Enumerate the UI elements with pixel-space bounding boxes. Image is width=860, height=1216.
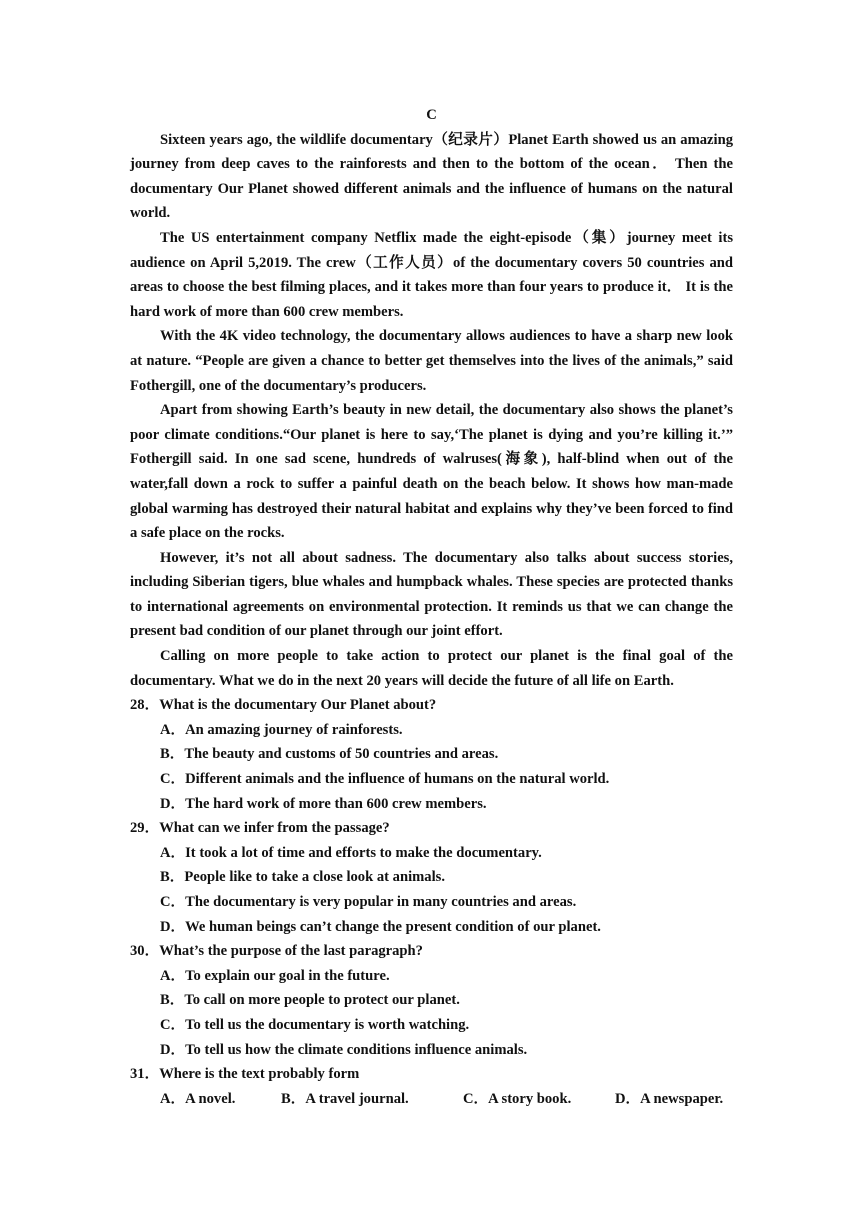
answer-option-b: B．The beauty and customs of 50 countries and areas.: [160, 746, 499, 763]
answer-option-c: C．To tell us the documentary is worth watching.: [160, 1016, 470, 1033]
question-stem: 28．What is the documentary Our Planet about?: [130, 697, 437, 714]
question-28: [130, 693, 733, 816]
answer-option-d: D．The hard work of more than 600 crew members.: [160, 795, 487, 812]
answer-option-d: D．To tell us how the climate conditions influence animals.: [160, 1041, 528, 1058]
passage-paragraph: The US entertainment company Netflix made the eight-episode（集）journey meet its audience on April 5,2019. The crew（工作人员）of the documentary covers 50 countries and areas to choose the best filming places, and it takes more than four years to produce it． It is the hard work of more than 600 crew members.: [130, 229, 733, 320]
passage: [130, 128, 733, 694]
question-30: [130, 939, 733, 1062]
passage-paragraph: Sixteen years ago, the wildlife documentary（纪录片）Planet Earth showed us an amazing journey from deep caves to the rainforests and then to the bottom of the ocean． Then the documentary Our Planet showed different animals and the influence of humans on the natural world.: [130, 131, 733, 222]
answer-option-b: B．People like to take a close look at animals.: [160, 869, 445, 886]
answer-option-d: D．A newspaper.: [615, 1090, 724, 1107]
answer-option-b: B．To call on more people to protect our planet.: [160, 992, 460, 1009]
answer-option-c: C．Different animals and the influence of humans on the natural world.: [160, 771, 610, 788]
question-31: [130, 1062, 733, 1111]
question-stem: 31．Where is the text probably form: [130, 1066, 360, 1083]
question-29: [130, 816, 733, 939]
answer-option-b: B．A travel journal.: [281, 1090, 409, 1107]
section-title: C: [426, 107, 437, 123]
answer-option-a: A．It took a lot of time and efforts to make the documentary.: [160, 844, 542, 861]
answer-options-row: [130, 1087, 733, 1112]
answer-option-a: A．To explain our goal in the future.: [160, 967, 390, 984]
answer-option-a: A．A novel.: [160, 1090, 236, 1107]
passage-paragraph: Apart from showing Earth’s beauty in new detail, the documentary also shows the planet’s poor climate conditions.“Our planet is here to say,‘The planet is dying and you’re killing it.’” Fothergill said. In one sad scene, hundreds of walruses(海象), half-blind when out of the water,fall down a rock to suffer a painful death on the beach below. It shows how man-made global warming has destroyed their natural habitat and explains why they’ve been forced to find a safe place on the rocks.: [130, 402, 733, 542]
passage-paragraph: With the 4K video technology, the documentary allows audiences to have a sharp new look at nature. “People are given a chance to better get themselves into the lives of the animals,” said Fothergill, one of the documentary’s producers.: [130, 328, 733, 394]
question-stem: 30．What’s the purpose of the last paragraph?: [130, 943, 423, 960]
answer-option-a: A．An amazing journey of rainforests.: [160, 721, 403, 738]
answer-option-c: C．A story book.: [463, 1090, 572, 1107]
answer-option-c: C．The documentary is very popular in many countries and areas.: [160, 894, 577, 910]
passage-paragraph: However, it’s not all about sadness. The documentary also talks about success stories, including Siberian tigers, blue whales and humpback whales. These species are protected thanks to international agreements on environmental protection. It reminds us that we can change the present bad condition of our planet through our joint effort.: [130, 549, 733, 640]
reading-section: [130, 103, 733, 1111]
question-stem: 29．What can we infer from the passage?: [130, 820, 390, 837]
answer-option-d: D．We human beings can’t change the present condition of our planet.: [160, 918, 601, 935]
passage-paragraph: Calling on more people to take action to protect our planet is the final goal of the documentary. What we do in the next 20 years will decide the future of all life on Earth.: [130, 648, 733, 689]
